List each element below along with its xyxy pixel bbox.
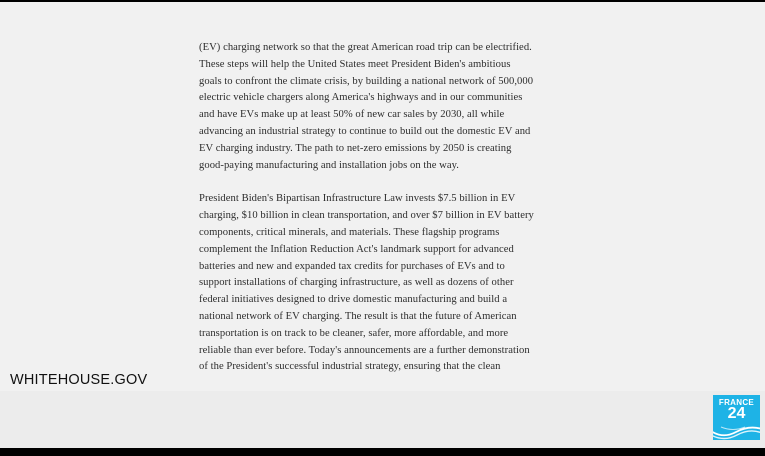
article-line: President Biden's Bipartisan Infrastructure Law invests $7.5 billion in EV	[199, 193, 516, 205]
article-text	[199, 40, 569, 393]
video-frame	[0, 2, 765, 448]
article-line: advancing an industrial strategy to continue to build out the domestic EV and	[199, 125, 531, 137]
waves-icon	[713, 423, 760, 440]
logo-number: 24	[727, 405, 746, 422]
article-line: complement the Inflation Reduction Act's landmark support for advanced	[199, 243, 514, 255]
article-line: support installations of charging infrastructure, as well as dozens of other	[199, 277, 514, 289]
article-line: These steps will help the United States meet President Biden's ambitious	[199, 58, 511, 70]
article-line: federal initiatives designed to drive domestic manufacturing and build a	[199, 294, 508, 306]
article-line: transportation is on track to be cleaner, safer, more affordable, and more	[199, 327, 509, 339]
article-line: good-paying manufacturing and installation jobs on the way.	[199, 159, 459, 171]
article-line: charging, $10 billion in clean transportation, and over $7 billion in EV battery	[199, 210, 534, 222]
article-line: electric vehicle chargers along America's highways and in our communities	[199, 92, 523, 104]
article-line: of the President's successful industrial strategy, ensuring that the clean	[199, 361, 501, 373]
lower-band	[0, 391, 765, 448]
article-line: goals to confront the climate crisis, by building a national network of 500,000	[199, 75, 534, 87]
article-line: batteries and new and expanded tax credits for purchases of EVs and to	[199, 260, 505, 272]
article-line: (EV) charging network so that the great American road trip can be electrified.	[199, 42, 532, 53]
france24-logo	[713, 395, 760, 440]
article-line: and have EVs make up at least 50% of new car sales by 2030, all while	[199, 109, 505, 121]
source-label: WHITEHOUSE.GOV	[10, 372, 148, 388]
article-paragraph-2	[199, 191, 569, 376]
article-line: national network of EV charging. The result is that the future of American	[199, 310, 517, 322]
article-line: EV charging industry. The path to net-zero emissions by 2050 is creating	[199, 142, 512, 154]
article-paragraph-1	[199, 40, 569, 174]
logo-top-text: FRANCE	[718, 398, 755, 407]
article-line: reliable than ever before. Today's announcements are a further demonstration	[199, 344, 530, 356]
article-line: components, critical minerals, and materials. These flagship programs	[199, 226, 500, 238]
